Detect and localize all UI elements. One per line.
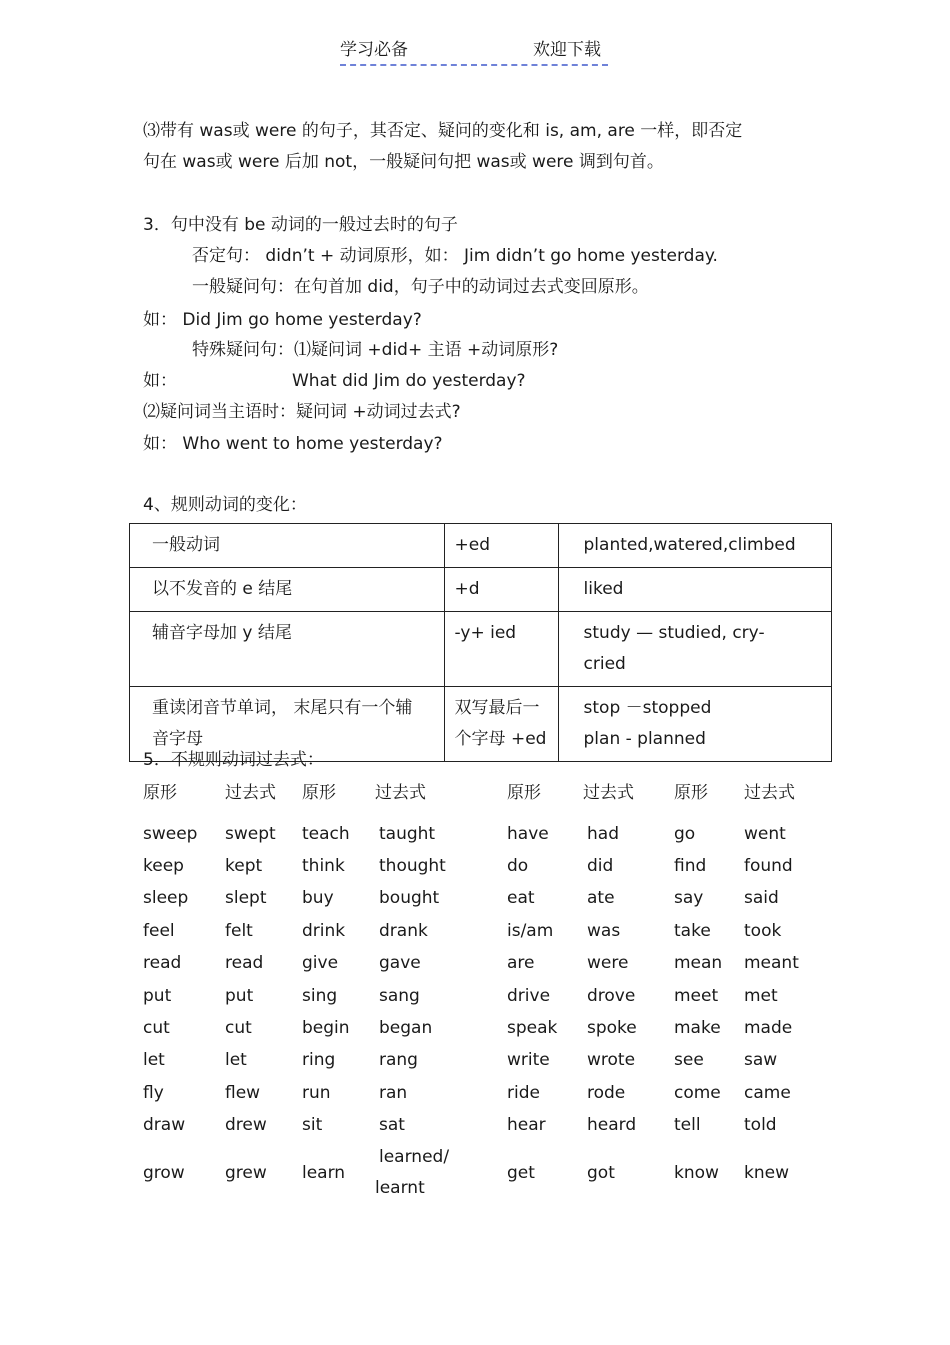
column-header: 原形 [507, 783, 541, 803]
verb-cell: heard [587, 1115, 637, 1135]
verb-cell: feel [143, 921, 175, 941]
verb-cell: drank [379, 921, 428, 941]
example-cell [558, 524, 831, 568]
verb-cell: draw [143, 1115, 186, 1135]
regular-verb-table [129, 523, 832, 762]
section3-example2-label: 如： [143, 371, 177, 391]
verb-cell: went [744, 824, 786, 844]
section3-example2: What did Jim do yesterday? [292, 371, 526, 391]
para3-line2: 句在 was或 were 后加 not，一般疑问句把 was或 were 调到句首。 [143, 152, 664, 172]
verb-cell: got [587, 1163, 615, 1183]
verb-cell: did [587, 856, 614, 876]
change-cell-text: +ed [454, 535, 491, 555]
verb-cell: made [744, 1018, 793, 1038]
verb-cell: flew [225, 1083, 261, 1103]
verb-cell: sang [379, 986, 420, 1006]
rule-cell-text: 辅音字母加 y 结尾 [152, 623, 292, 643]
change-cell-text: +d [454, 579, 480, 599]
rule-cell-text: 以不发音的 e 结尾 [152, 579, 293, 599]
verb-cell: spoke [587, 1018, 637, 1038]
table-row [130, 568, 832, 612]
section5-title: 5．不规则动词过去式： [143, 750, 324, 770]
verb-cell: ring [302, 1050, 336, 1070]
verb-cell: ride [507, 1083, 540, 1103]
verb-cell: fly [143, 1083, 164, 1103]
verb-cell: was [587, 921, 621, 941]
rule-cell [130, 524, 445, 568]
example-cell [558, 568, 831, 612]
verb-cell: swept [225, 824, 276, 844]
verb-cell: took [744, 921, 782, 941]
rule-cell [130, 612, 445, 687]
verb-cell: drink [302, 921, 346, 941]
verb-cell: rang [379, 1050, 418, 1070]
verb-cell: teach [302, 824, 350, 844]
verb-cell: give [302, 953, 339, 973]
section3-example3: 如： Who went to home yesterday? [143, 434, 443, 454]
verb-cell: tell [674, 1115, 701, 1135]
verb-cell: sleep [143, 888, 189, 908]
rule-cell-text: 一般动词 [152, 535, 220, 555]
column-header: 过去式 [375, 783, 426, 803]
verb-cell: let [143, 1050, 165, 1070]
verb-cell: drive [507, 986, 551, 1006]
example-cell-text: plan - planned [583, 729, 706, 749]
verb-cell: read [225, 953, 264, 973]
verb-cell: slept [225, 888, 267, 908]
verb-cell: go [674, 824, 696, 844]
verb-cell: find [674, 856, 707, 876]
verb-cell: grow [143, 1163, 185, 1183]
column-header: 原形 [143, 783, 177, 803]
example-cell-text: study — studied, cry- [583, 623, 765, 643]
table-row [130, 524, 832, 568]
rule-cell-text: 音字母 [152, 729, 203, 749]
verb-cell: let [225, 1050, 247, 1070]
verb-cell: read [143, 953, 182, 973]
verb-cell: found [744, 856, 793, 876]
rule-cell [130, 568, 445, 612]
verb-cell: say [674, 888, 704, 908]
verb-cell: know [674, 1163, 719, 1183]
verb-cell: run [302, 1083, 331, 1103]
verb-cell: ran [379, 1083, 408, 1103]
section3-example1: 如： Did Jim go home yesterday? [143, 310, 422, 330]
verb-cell: thought [379, 856, 446, 876]
verb-cell: drove [587, 986, 636, 1006]
example-cell-text: cried [583, 654, 626, 674]
example-cell [558, 687, 831, 762]
verb-cell: keep [143, 856, 184, 876]
change-cell [444, 568, 558, 612]
example-cell-text: liked [583, 579, 624, 599]
section3-subject-question: ⑵疑问词当主语时：疑问词 +动词过去式? [143, 402, 461, 422]
verb-cell: began [379, 1018, 433, 1038]
verb-cell: take [674, 921, 711, 941]
change-cell-text: 双写最后一 [454, 698, 540, 718]
verb-cell: felt [225, 921, 253, 941]
verb-cell: buy [302, 888, 334, 908]
verb-cell: drew [225, 1115, 267, 1135]
table-row [130, 612, 832, 687]
change-cell [444, 524, 558, 568]
verb-cell: kept [225, 856, 263, 876]
verb-cell: sat [379, 1115, 405, 1135]
example-cell [558, 612, 831, 687]
change-cell [444, 612, 558, 687]
verb-cell: is/am [507, 921, 554, 941]
column-header: 原形 [674, 783, 708, 803]
section4-title: 4、规则动词的变化： [143, 495, 307, 515]
verb-cell: think [302, 856, 345, 876]
verb-cell: meet [674, 986, 719, 1006]
verb-cell: gave [379, 953, 421, 973]
column-header: 过去式 [744, 783, 795, 803]
verb-cell: had [587, 824, 619, 844]
verb-cell: come [674, 1083, 721, 1103]
verb-cell: wrote [587, 1050, 636, 1070]
section3-negative: 否定句： didn’t + 动词原形，如： Jim didn’t go home yesterday. [192, 246, 718, 266]
verb-cell: learnt [375, 1178, 425, 1198]
page-header [340, 42, 608, 66]
verb-cell: grew [225, 1163, 267, 1183]
change-cell-text: -y+ ied [454, 623, 517, 643]
verb-cell: knew [744, 1163, 789, 1183]
verb-cell: hear [507, 1115, 546, 1135]
change-cell-text: 个字母 +ed [454, 729, 547, 749]
rule-cell-text: 重读闭音节单词， 末尾只有一个辅 [152, 698, 413, 718]
verb-cell: learned/ [379, 1147, 450, 1167]
verb-cell: told [744, 1115, 777, 1135]
verb-cell: ate [587, 888, 615, 908]
example-cell-text: planted,watered,climbed [583, 535, 796, 555]
verb-cell: speak [507, 1018, 558, 1038]
verb-cell: cut [143, 1018, 170, 1038]
verb-cell: see [674, 1050, 704, 1070]
verb-cell: make [674, 1018, 721, 1038]
verb-cell: met [744, 986, 778, 1006]
header-right-text: 欢迎下载 [533, 40, 601, 60]
verb-cell: sit [302, 1115, 323, 1135]
verb-cell: rode [587, 1083, 626, 1103]
verb-cell: write [507, 1050, 550, 1070]
verb-cell: get [507, 1163, 535, 1183]
verb-cell: have [507, 824, 549, 844]
verb-cell: meant [744, 953, 799, 973]
verb-cell: taught [379, 824, 436, 844]
header-left-text: 学习必备 [340, 40, 408, 60]
verb-cell: do [507, 856, 529, 876]
verb-cell: sweep [143, 824, 198, 844]
verb-cell: learn [302, 1163, 346, 1183]
verb-cell: mean [674, 953, 723, 973]
verb-cell: are [507, 953, 535, 973]
column-header: 过去式 [225, 783, 276, 803]
section3-title: 3．句中没有 be 动词的一般过去时的句子 [143, 215, 458, 235]
example-cell-text: stop －stopped [583, 698, 712, 718]
verb-cell: came [744, 1083, 791, 1103]
verb-cell: put [225, 986, 254, 1006]
verb-cell: said [744, 888, 779, 908]
verb-cell: cut [225, 1018, 252, 1038]
verb-cell: eat [507, 888, 535, 908]
verb-cell: begin [302, 1018, 350, 1038]
verb-cell: sing [302, 986, 338, 1006]
para3-line1: ⑶带有 was或 were 的句子，其否定、疑问的变化和 is, am, are 一样，即否定 [143, 121, 743, 141]
verb-cell: were [587, 953, 629, 973]
column-header: 原形 [302, 783, 336, 803]
column-header: 过去式 [583, 783, 634, 803]
section3-special: 特殊疑问句：⑴疑问词 +did+ 主语 +动词原形? [192, 340, 559, 360]
change-cell [444, 687, 558, 762]
section3-question: 一般疑问句：在句首加 did，句子中的动词过去式变回原形。 [192, 277, 649, 297]
verb-cell: saw [744, 1050, 778, 1070]
verb-cell: bought [379, 888, 440, 908]
verb-cell: put [143, 986, 172, 1006]
